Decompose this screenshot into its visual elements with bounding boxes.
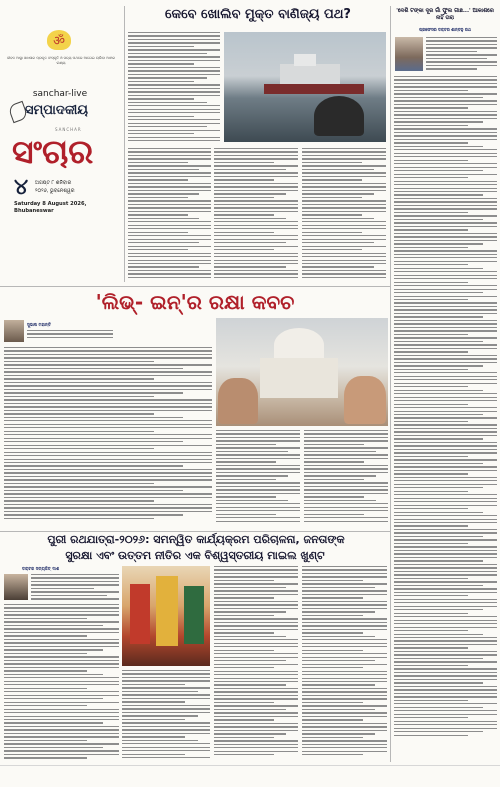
livein-headline: 'ଲିଭ୍- ଇନ୍'ର ରକ୍ଷା କବଚ <box>95 290 295 314</box>
paper-title-small: SANCHAR <box>55 127 82 132</box>
livein-byline: ସୁଭାଷ ମହାନ୍ତି <box>27 322 51 327</box>
right-column-byline: ପ୍ରଫେସର ଡକ୍ଟର ଶାନ୍ତନୁ ରଥ <box>419 27 471 32</box>
trade-ship-photo <box>224 32 386 142</box>
masthead-tagline: ଜୀବନ ଆସ୍ଥା ସାଧନାର ପ୍ରକୃତ ସଂସ୍କୃତି ଓ ସତ୍ୟ ପଥରେ ଆଗେଇ ଚାଲିବା ଆମର ଲକ୍ଷ୍ୟ <box>6 56 116 65</box>
section-label: ସମ୍ପାଦକୀୟ <box>25 103 88 118</box>
rathayatra-headline-line2: ସୁରକ୍ଷା ଏବଂ ଉତ୍ତମ ନୀତିର ଏକ ବିଶ୍ୱସ୍ତରୀୟ ମାଇଲ ଖୁଣ୍ଟ <box>65 549 325 562</box>
trade-headline: କେବେ ଖୋଲିବ ମୁକ୍ତ ବାଣିଜ୍ୟ ପଥ? <box>165 7 351 22</box>
rathayatra-byline: ଡକ୍ଟର ସତ୍ୟଜିତ୍ ଦାଶ <box>22 566 60 571</box>
edition-year-odia: ୨୦୨୬, ଭୁବନେଶ୍ୱର <box>35 188 75 194</box>
livein-court-photo <box>216 318 388 426</box>
edition-number: ୪ <box>14 175 29 200</box>
right-author-photo <box>395 37 423 71</box>
paper-title: ସଂଚାର <box>12 132 94 171</box>
edition-city-english: Bhubaneswar <box>14 208 54 214</box>
livein-author-photo <box>4 320 24 342</box>
edition-date-odia: ଅଗଷ୍ଟ ୮ ଶନିବାର <box>35 180 72 186</box>
rathayatra-headline-line1: ପୁରୀ ରଥଯାତ୍ରା-୨୦୨୬: ସମନ୍ୱିତ କାର୍ଯ୍ୟକ୍ରମ ପରିଚାଳନା, ଜନତାଙ୍କ <box>47 533 345 546</box>
edition-date-english: Saturday 8 August 2026, <box>14 201 87 207</box>
rathayatra-author-photo <box>4 574 28 600</box>
rathayatra-chariot-photo <box>122 566 210 666</box>
masthead <box>0 0 122 288</box>
right-column-headline: 'ଦେଶି ଟଙ୍କା ଦୂର ଗାଁ ଫୁଲ ଗାଛ...' ଆକାଶରେ ନାହିଁ ତାରା <box>396 8 494 21</box>
om-glyph: ॐ <box>53 34 65 49</box>
site-url[interactable]: sanchar-live <box>32 89 88 99</box>
